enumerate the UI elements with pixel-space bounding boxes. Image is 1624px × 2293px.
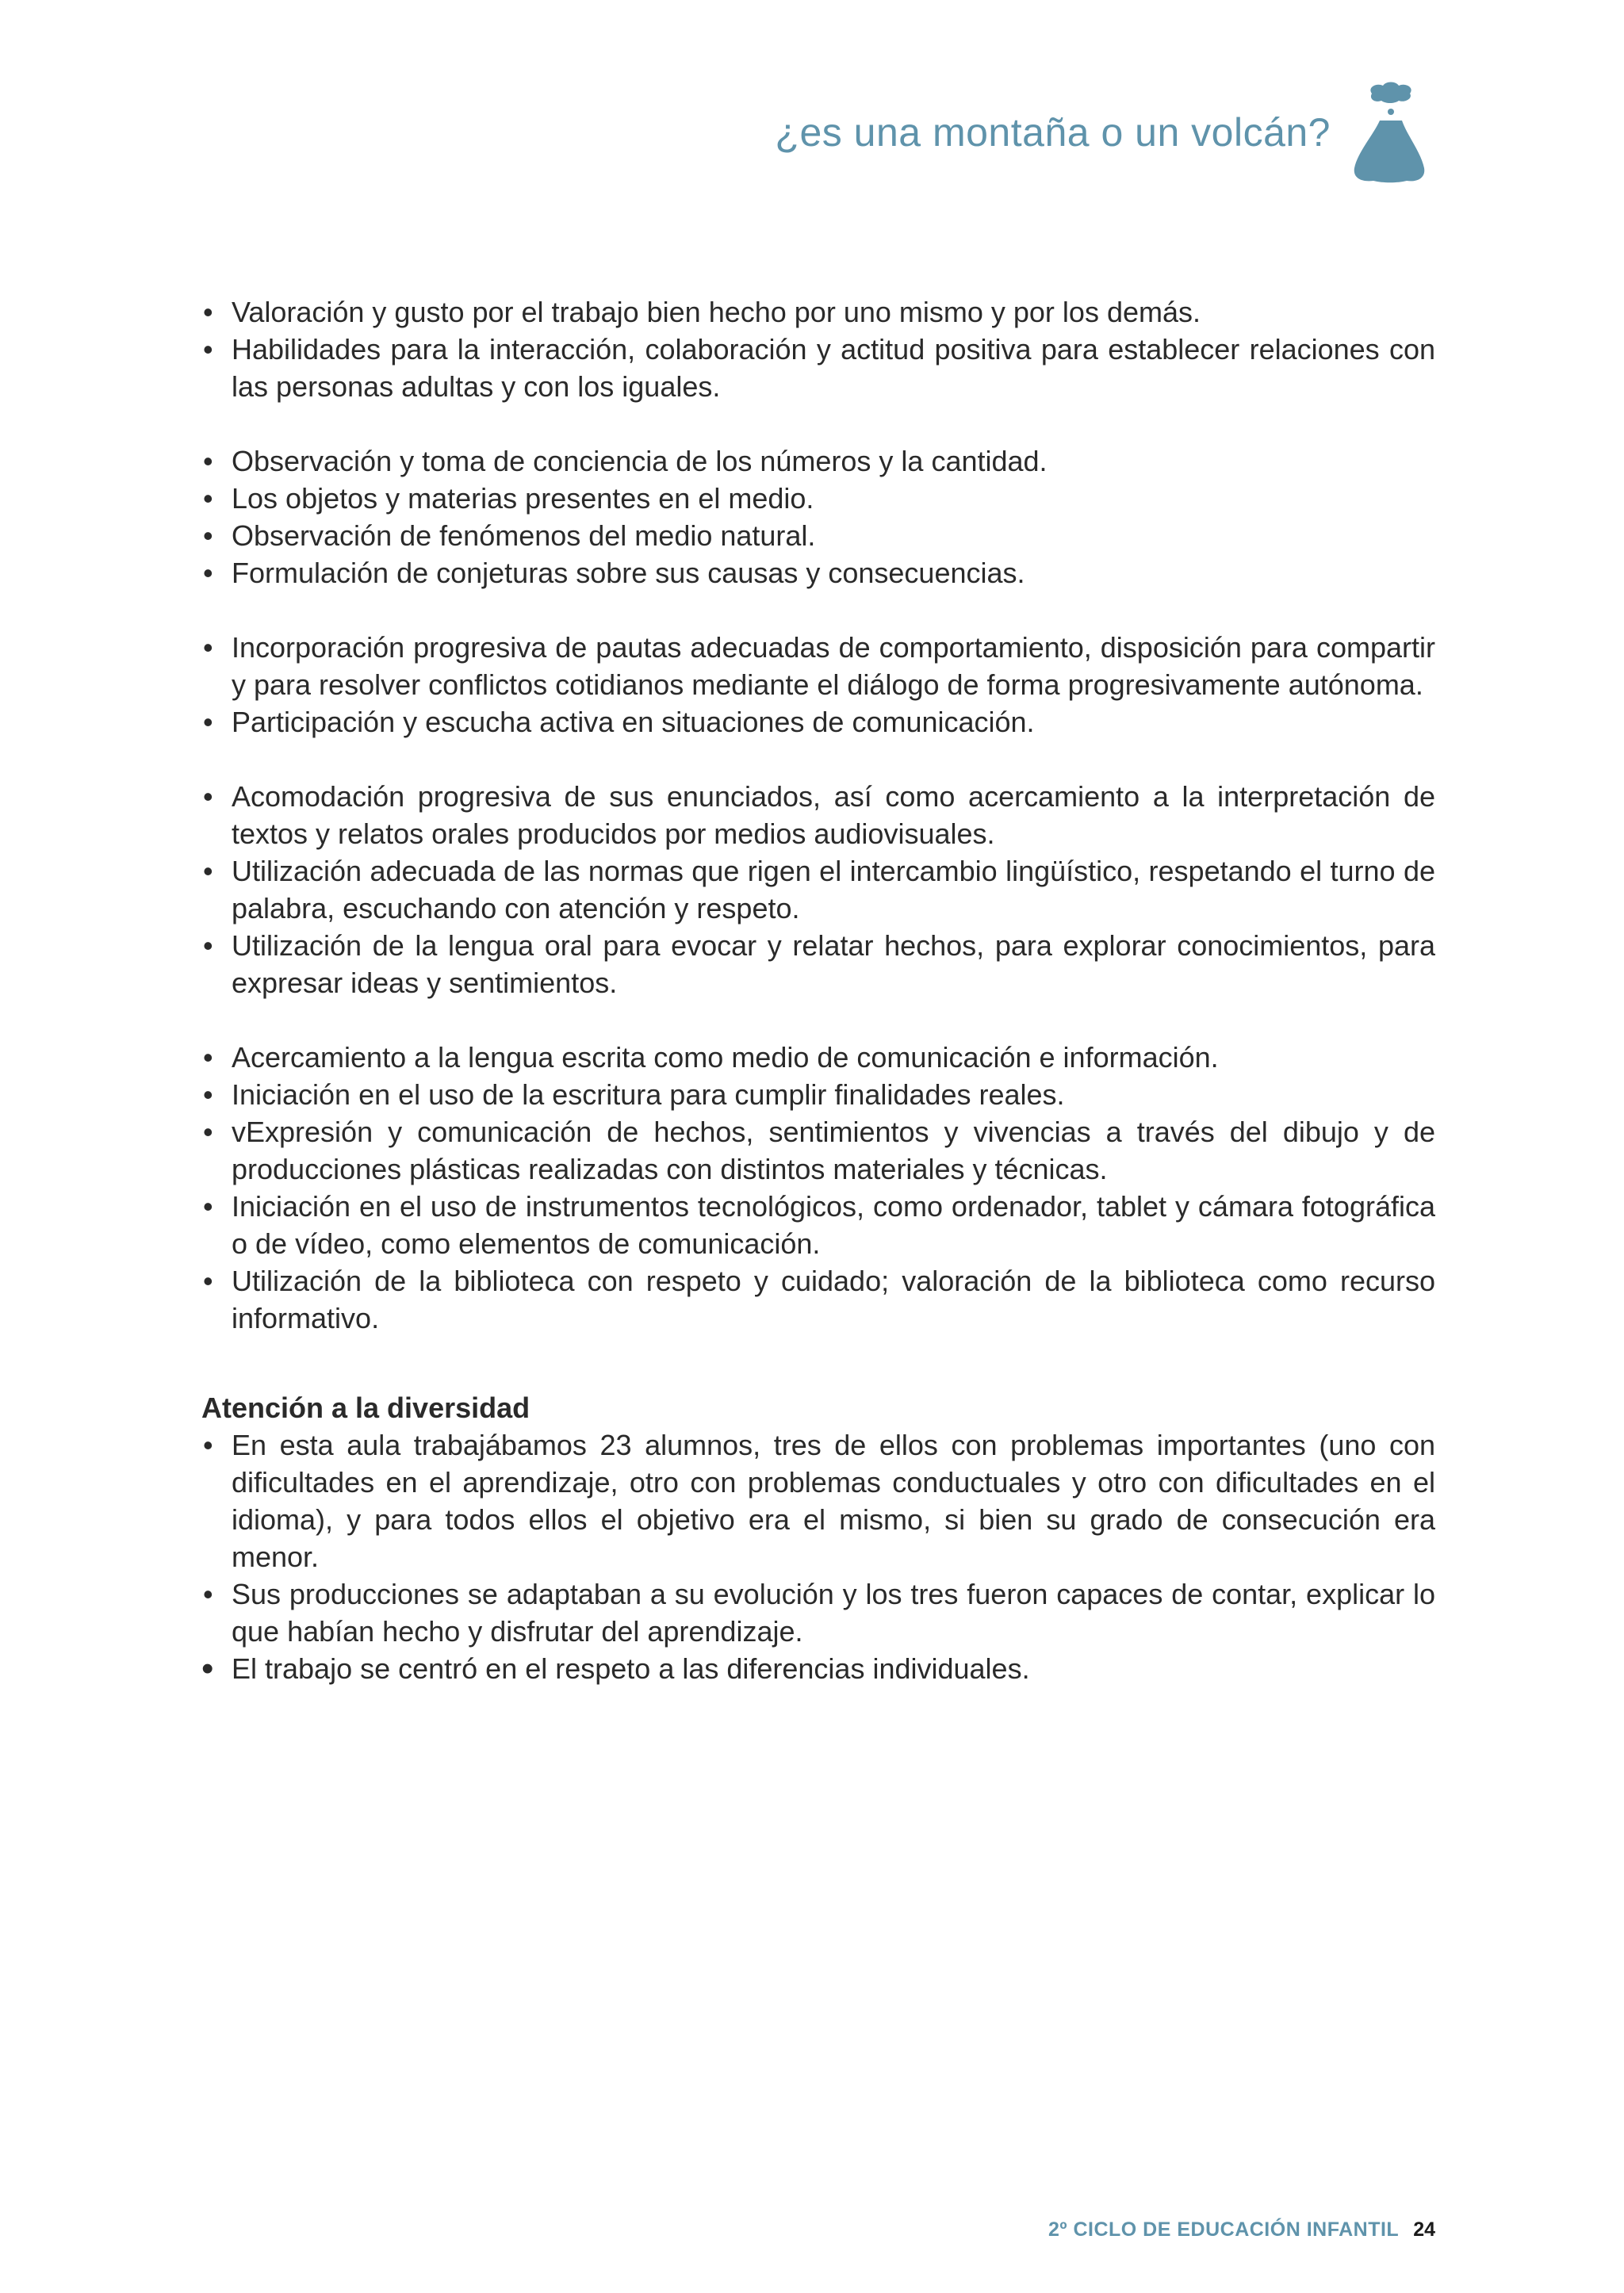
- diversity-section-title: Atención a la diversidad: [201, 1391, 530, 1424]
- list-item: • Valoración y gusto por el trabajo bien hecho por uno mismo y por los demás.: [201, 293, 1435, 331]
- volcano-icon: [1350, 79, 1429, 184]
- list-item: • Incorporación progresiva de pautas adecuadas de comportamiento, disposición para compartir y para resolver conflictos cotidianos mediante el diálogo de forma progresivamente autónoma.: [201, 629, 1435, 703]
- list-item: • En esta aula trabajábamos 23 alumnos, tres de ellos con problemas importantes (uno con dificultades en el aprendizaje, otro con problemas conductuales y otro con dificultades en el idioma), y para todos ellos el objetivo era el mismo, si bien su grado de consecución era menor.: [201, 1426, 1435, 1575]
- list-item: • Habilidades para la interacción, colaboración y actitud positiva para establecer relaciones con las personas adultas y con los iguales.: [201, 331, 1435, 405]
- list-item: • Sus producciones se adaptaban a su evolución y los tres fueron capaces de contar, explicar lo que habían hecho y disfrutar del aprendizaje.: [201, 1575, 1435, 1650]
- list-item: • El trabajo se centró en el respeto a las diferencias individuales.: [201, 1650, 1435, 1687]
- list-item: • Participación y escucha activa en situaciones de comunicación.: [201, 703, 1435, 741]
- footer-label: 2º CICLO DE EDUCACIÓN INFANTIL: [1048, 2218, 1400, 2241]
- diversity-list: [201, 1426, 1435, 1687]
- bullet-group-4: [201, 778, 1435, 1001]
- list-item: • Utilización de la lengua oral para evocar y relatar hechos, para explorar conocimientos, para expresar ideas y sentimientos.: [201, 927, 1435, 1001]
- main-content: [201, 293, 1435, 1687]
- list-item: • Observación de fenómenos del medio natural.: [201, 517, 1435, 554]
- bullet-group-3: [201, 629, 1435, 741]
- list-item: • Acercamiento a la lengua escrita como medio de comunicación e información.: [201, 1039, 1435, 1076]
- page-footer: [1048, 2218, 1435, 2241]
- bullet-group-5: [201, 1039, 1435, 1337]
- bullet-group-2: [201, 442, 1435, 591]
- list-item: • Iniciación en el uso de instrumentos tecnológicos, como ordenador, tablet y cámara fotográfica o de vídeo, como elementos de comunicación.: [201, 1188, 1435, 1262]
- page-number: 24: [1413, 2218, 1435, 2241]
- bullet-group-1: [201, 293, 1435, 405]
- list-item: • Acomodación progresiva de sus enunciados, así como acercamiento a la interpretación de textos y relatos orales producidos por medios audiovisuales.: [201, 778, 1435, 852]
- list-item: • Los objetos y materias presentes en el medio.: [201, 480, 1435, 517]
- list-item: • Observación y toma de conciencia de los números y la cantidad.: [201, 442, 1435, 480]
- page-header-title: ¿es una montaña o un volcán?: [775, 110, 1331, 155]
- list-item: • vExpresión y comunicación de hechos, sentimientos y vivencias a través del dibujo y de producciones plásticas realizadas con distintos materiales y técnicas.: [201, 1113, 1435, 1188]
- list-item: • Formulación de conjeturas sobre sus causas y consecuencias.: [201, 554, 1435, 591]
- list-item: • Utilización de la biblioteca con respeto y cuidado; valoración de la biblioteca como recurso informativo.: [201, 1262, 1435, 1337]
- list-item: • Iniciación en el uso de la escritura para cumplir finalidades reales.: [201, 1076, 1435, 1113]
- list-item: • Utilización adecuada de las normas que rigen el intercambio lingüístico, respetando el turno de palabra, escuchando con atención y respeto.: [201, 852, 1435, 927]
